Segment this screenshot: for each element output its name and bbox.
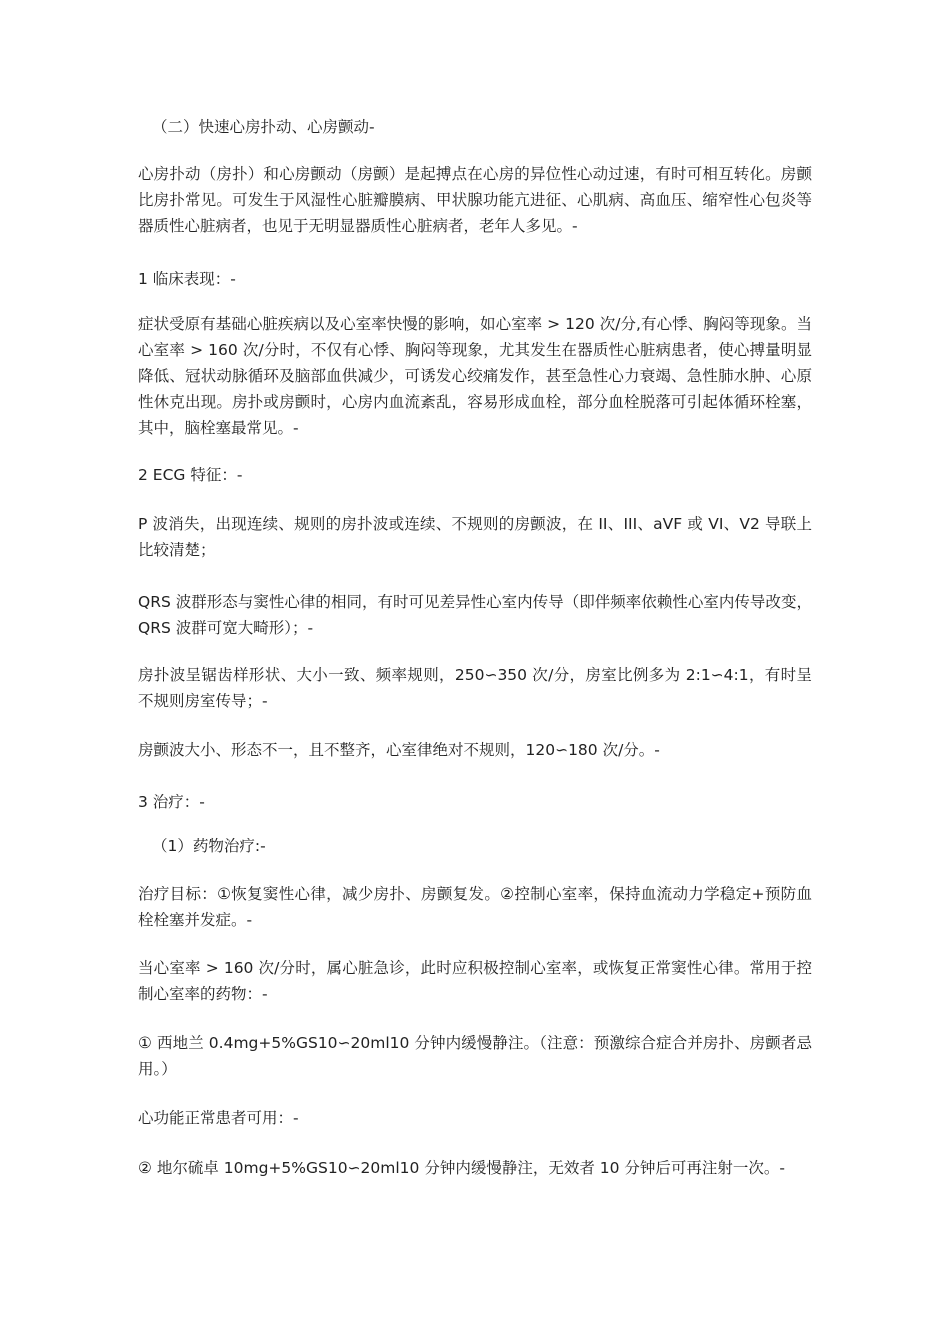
treatment-rate-paragraph: 当心室率 > 160 次/分时，属心脏急诊，此时应积极控制心室率，或恢复正常窦性心律。常用于控制心室率的药物：- [138, 959, 812, 1003]
drug-item-2: ② 地尔硫卓 10mg+5%GS10∽20ml10 分钟内缓慢静注，无效者 10 分钟后可再注射一次。- [138, 1159, 785, 1177]
ecg-paragraph-4: 房颤波大小、形态不一，且不整齐，心室律绝对不规则，120∽180 次/分。- [138, 741, 660, 759]
intro-paragraph: 心房扑动（房扑）和心房颤动（房颤）是起搏点在心房的异位性心动过速，有时可相互转化。房颤比房扑常见。可发生于风湿性心脏瓣膜病、甲状腺功能亢进征、心肌病、高血压、缩窄性心包炎等器质性心脏病者，也见于无明显器质性心脏病者，老年人多见。- [138, 165, 812, 235]
ecg-paragraph-3: 房扑波呈锯齿样形状、大小一致、频率规则，250∽350 次/分，房室比例多为 2:1∽4:1，有时呈不规则房室传导；- [138, 666, 812, 710]
ecg-paragraph-1: P 波消失，出现连续、规则的房扑波或连续、不规则的房颤波，在 II、III、aVF 或 VI、V2 导联上比较清楚； [138, 515, 812, 559]
treatment-goal-paragraph: 治疗目标：①恢复窦性心律，减少房扑、房颤复发。②控制心室率，保持血流动力学稳定+预防血栓栓塞并发症。- [138, 885, 812, 929]
section-heading: （二）快速心房扑动、心房颤动- [152, 118, 375, 136]
section1-paragraph: 症状受原有基础心脏疾病以及心室率快慢的影响，如心室率 > 120 次/分,有心悸、胸闷等现象。当心室率 > 160 次/分时，不仅有心悸、胸闷等现象，尤其发生在器质性心脏病患者，使心搏量明显降低、冠状动脉循环及脑部血供减少，可诱发心绞痛发作，甚至急性心力衰竭、急性肺水肿、心原性休克出现。房扑或房颤时，心房内血流紊乱，容易形成血栓，部分血栓脱落可引起体循环栓塞，其中，脑栓塞最常见。- [138, 315, 812, 437]
drug-note: 心功能正常患者可用：- [138, 1109, 299, 1127]
section2-title: 2 ECG 特征：- [138, 466, 243, 484]
ecg-paragraph-2: QRS 波群形态与窦性心律的相同，有时可见差异性心室内传导（即伴频率依赖性心室内传导改变，QRS 波群可宽大畸形）；- [138, 593, 812, 637]
section3-title: 3 治疗：- [138, 793, 205, 811]
section1-title: 1 临床表现：- [138, 270, 236, 288]
drug-item-1: ① 西地兰 0.4mg+5%GS10∽20ml10 分钟内缓慢静注。（注意：预激综合症合并房扑、房颤者忌用。） [138, 1034, 812, 1078]
subsection-title: （1）药物治疗:- [152, 837, 266, 855]
